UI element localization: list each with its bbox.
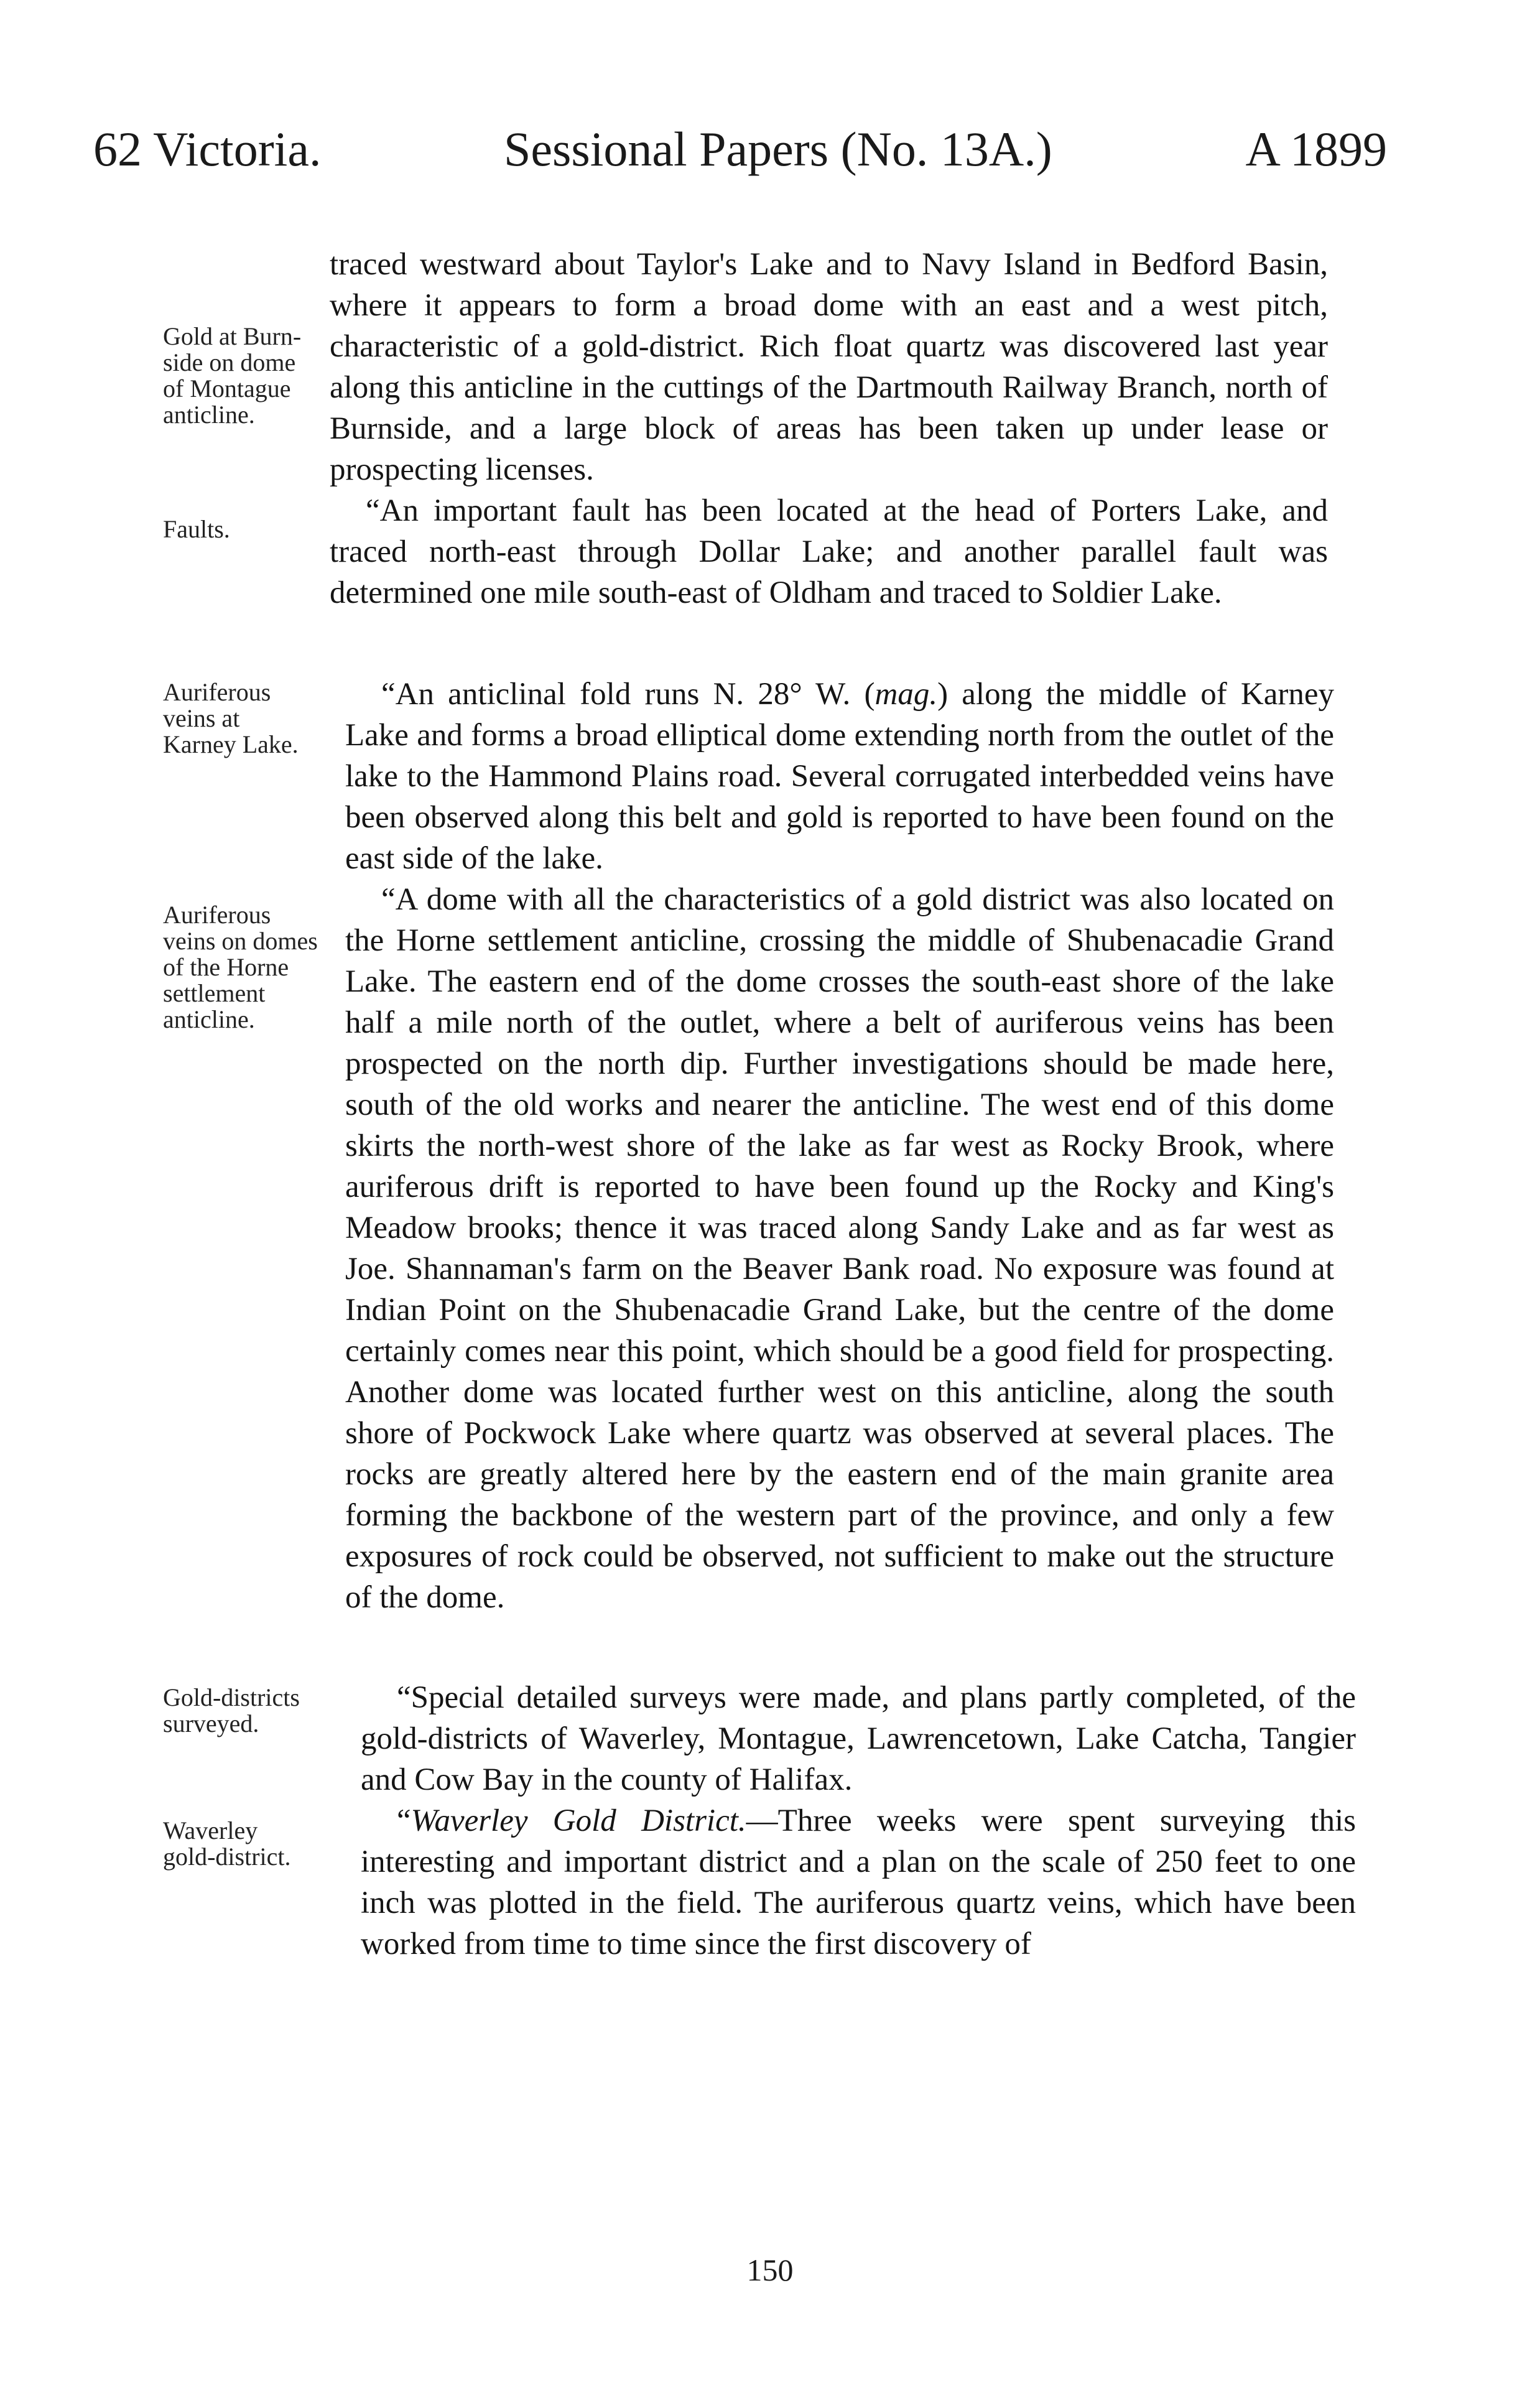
body-block-2 <box>345 674 1334 1618</box>
paragraph-burnside: traced westward about Taylor's Lake and to Navy Island in Bedford Basin, where it appears to form a broad dome with an east and a west pitch, characteristic of a gold-district. Rich float quartz was discovered last year along this anticline in the cuttings of the Dartmouth Railway Branch, north of Burnside, and a large block of areas has been taken up under lease or prospecting licenses. <box>330 247 1328 487</box>
header-volume: 62 Victoria. <box>93 122 322 176</box>
margin-note-karney: Auriferous veins at Karney Lake. <box>163 678 299 758</box>
paragraph-faults: “An important fault has been located at the head of Porters Lake, and traced north-east through Dollar Lake; and another parallel fault was determined one mile south-east of Oldham and traced to Soldier Lake. <box>330 493 1328 610</box>
paragraph-surveyed: “Special detailed surveys were made, and plans partly completed, of the gold-districts of Waverley, Montague, Lawrencetown, Lake Catcha, Tangier and Cow Bay in the county of Halifax. <box>361 1680 1356 1797</box>
paragraph-waverley-rest: —Three weeks were spent surveying this interesting and important district and a plan on the scale of 250 feet to one inch was plotted in the field. The auriferous quartz veins, which have been worked from time to time since the first discovery of <box>361 1803 1357 1961</box>
paragraph-horne: “A dome with all the characteristics of a gold district was also located on the Horne settlement anticline, crossing the middle of Shubenacadie Grand Lake. The eastern end of the dome crosses the south-east shore of the lake half a mile north of the outlet, where a belt of auriferous veins has been prospected on the north dip. Further investigations should be made here, south of the old works and nearer the anticline. The west end of this dome skirts the north-west shore of the lake as far west as Rocky Brook, where auriferous drift is reported to have been found up the Rocky and King's Meadow brooks; thence it was traced along Sandy Lake and as far west as Joe. Shannaman's farm on the Beaver Bank road. No exposure was found at Indian Point on the Shubenacadie Grand Lake, but the centre of the dome certainly comes near this point, which should be a good field for prospecting. Another dome was located further west on this anticline, along the south shore of Pockwock Lake where quartz was observed at several places. The rocks are greatly altered here by the eastern end of the main granite area forming the backbone of the western part of the province, and only a few exposures of rock could be observed, not sufficient to make out the structure of the dome. <box>345 882 1334 1615</box>
margin-note-faults: Faults. <box>163 515 230 543</box>
body-block-1 <box>330 244 1328 613</box>
margin-note-burnside: Gold at Burn- side on dome of Montague anticline. <box>163 322 302 429</box>
header-title: Sessional Papers (No. 13A.) <box>504 122 1052 176</box>
header-year: A 1899 <box>1245 122 1387 176</box>
paragraph-waverley-quote: “ <box>397 1803 411 1838</box>
paragraph-karney-end: ) along the middle of Karney Lake and forms a broad elliptical dome extending north from the outlet of the lake to the Hammond Plains road. Several corrugated interbedded veins have been observed along this belt and gold is reported to have been found on the east side of the lake. <box>345 677 1335 876</box>
paragraph-karney-start: “An anticlinal fold runs N. 28° W. ( <box>381 677 875 712</box>
paragraph-waverley-title: Waverley Gold District. <box>411 1803 746 1838</box>
margin-note-surveyed: Gold-districts surveyed. <box>163 1683 300 1737</box>
paragraph-karney <box>345 674 1334 879</box>
page-number: 150 <box>746 2253 794 2287</box>
paragraph-waverley <box>361 1800 1356 1965</box>
margin-note-horne: Auriferous veins on domes of the Horne settlement anticline. <box>163 901 318 1033</box>
paragraph-karney-mag: mag. <box>874 677 938 712</box>
running-header <box>93 121 1387 190</box>
body-block-3 <box>361 1677 1356 1965</box>
margin-note-waverley: Waverley gold-district. <box>163 1816 291 1871</box>
